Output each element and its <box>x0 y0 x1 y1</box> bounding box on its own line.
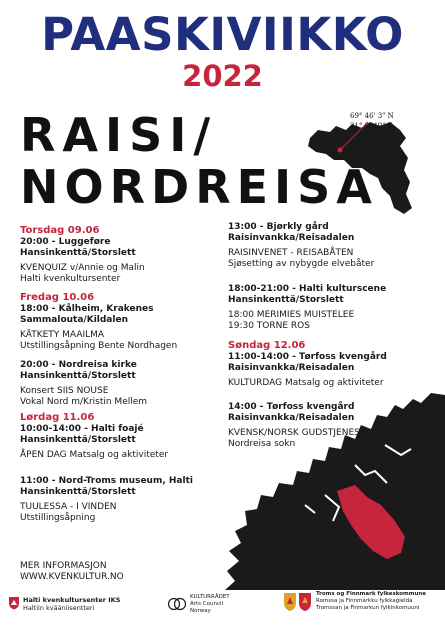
more-info-label: MER INFORMASJON <box>20 561 107 571</box>
fylkeskommune-logo <box>283 588 441 622</box>
event-item <box>228 340 433 389</box>
event-time-place: 14:00 - Tørfoss kvengård <box>228 402 355 412</box>
event-location: Hansinkenttä/Storslett <box>20 487 136 497</box>
event-day: Fredag 10.06 <box>20 292 95 303</box>
halti-name: Halti kvenkultursenter IKS <box>23 596 121 604</box>
event-title-text: TUULESSA - I VINDEN <box>20 502 117 512</box>
event-location: Sammalouta/Kildalen <box>20 315 128 325</box>
fylkeskommune-kven: Tromssan ja Finmarkun fylkinkomuuni <box>316 605 420 611</box>
event-day: Lørdag 11.06 <box>20 412 95 423</box>
event-item <box>228 222 428 270</box>
event-time-place: 10:00-14:00 - Halti foajé <box>20 424 144 434</box>
event-time-place: 20:00 - Luggeføre <box>20 237 111 247</box>
event-location: Hansinkenttä/Storslett <box>20 371 136 381</box>
event-time-place: 11:00-14:00 - Tørfoss kvengård <box>228 352 387 362</box>
event-item <box>20 476 220 524</box>
event-item <box>228 284 433 332</box>
kulturradet-logo <box>168 588 248 622</box>
halti-emblem-icon <box>8 596 20 610</box>
event-item <box>20 292 220 352</box>
event-location: Raisinvankka/Reisadalen <box>228 413 355 423</box>
event-detail: 19:30 TORNE ROS <box>228 321 310 331</box>
event-detail: Utstillingsåpning Bente Nordhagen <box>20 341 178 351</box>
fylkeskommune-sami: Romssa ja Finnmárkku fylkkagielda <box>316 598 413 604</box>
event-item <box>20 225 210 285</box>
event-day: Torsdag 09.06 <box>20 225 100 236</box>
town-name-line2: NORDREISA <box>20 160 378 214</box>
coordinate-lon: 21° 0' 49" E <box>350 122 393 130</box>
event-title-text: KÄTKETY MAAILMA <box>20 330 105 340</box>
town-name-line1: RAISI/ <box>20 108 218 162</box>
kulturradet-english: Arts Council <box>190 601 224 607</box>
website-link[interactable]: WWW.KVENKULTUR.NO <box>20 572 124 582</box>
event-location: Hansinkenttä/Storslett <box>20 435 136 445</box>
event-location: Hansinkenttä/Storslett <box>20 248 136 258</box>
halti-name-kven: Haltiin kvääniisentteri <box>23 604 95 612</box>
event-time-place: 18:00 - Kålheim, Krakenes <box>20 304 154 314</box>
halti-logo <box>8 588 158 622</box>
event-detail: Halti kvenkultursenter <box>20 274 121 284</box>
event-time-place: 13:00 - Bjørkly gård <box>228 222 329 232</box>
coat-of-arms-icon <box>283 592 313 612</box>
event-item <box>20 412 220 461</box>
event-detail: Utstillingsåpning <box>20 513 96 523</box>
kulturradet-name: KULTURRÅDET <box>190 594 230 600</box>
event-item <box>20 360 220 408</box>
event-title-text: KVENQUIZ v/Annie og Malin <box>20 263 145 273</box>
event-title-text: Konsert SIIS NOUSE <box>20 386 109 396</box>
event-item <box>228 402 433 450</box>
event-year: 2022 <box>182 59 263 93</box>
event-title-text: KVENSK/NORSK GUDSTJENESTE <box>228 428 372 438</box>
event-detail: Nordreisa sokn <box>228 439 296 449</box>
kulturradet-emblem-icon <box>168 594 186 614</box>
location-marker <box>338 148 343 153</box>
event-location: Raisinvankka/Reisadalen <box>228 363 355 373</box>
coordinates <box>350 111 394 131</box>
event-title-text: ÅPEN DAG Matsalg og aktiviteter <box>20 450 169 460</box>
event-detail: Sjøsetting av nybygde elvebåter <box>228 259 375 269</box>
event-time-place: 20:00 - Nordreisa kirke <box>20 360 137 370</box>
event-location: Hansinkenttä/Storslett <box>228 295 344 305</box>
event-time-place: 18:00-21:00 - Halti kulturscene <box>228 284 387 294</box>
event-title: PAASKIVIIKKO <box>41 8 404 61</box>
overview-map-shape <box>308 122 412 214</box>
event-day: Søndag 12.06 <box>228 340 306 351</box>
event-title-text: KULTURDAG Matsalg og aktiviteter <box>228 378 384 388</box>
event-time-place: 11:00 - Nord-Troms museum, Halti <box>20 476 193 486</box>
event-location: Raisinvankka/Reisadalen <box>228 233 355 243</box>
coordinate-lat: 69° 46' 3" N <box>350 112 394 120</box>
event-detail: Vokal Nord m/Kristin Mellem <box>20 397 148 407</box>
fylkeskommune-name: Troms og Finnmark fylkeskommune <box>316 591 427 597</box>
event-title-text: RAISINVENET - REISABÅTEN <box>228 248 354 258</box>
more-info <box>20 561 124 583</box>
kulturradet-country: Norway <box>190 608 211 614</box>
event-title-text: 18:00 MERIMIES MUISTELEE <box>228 310 355 320</box>
